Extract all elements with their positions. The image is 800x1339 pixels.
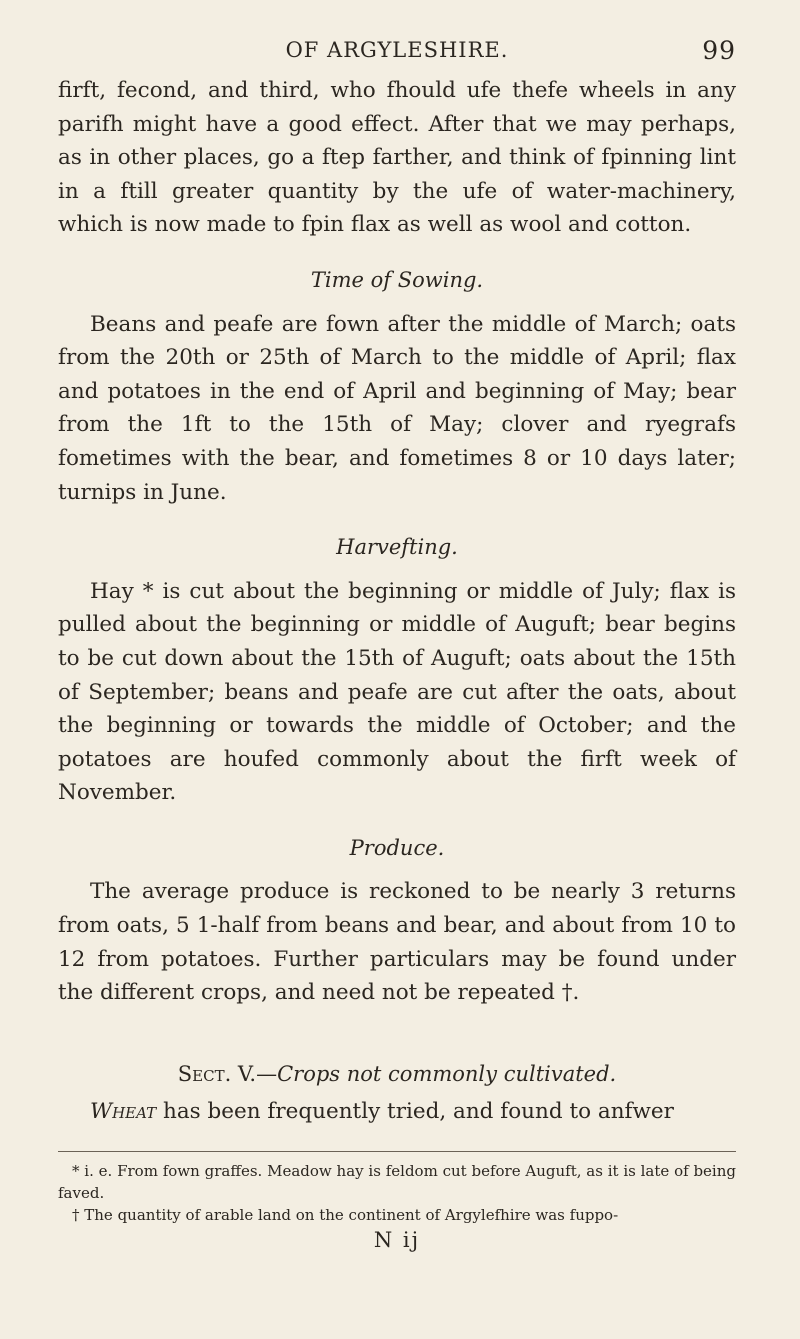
- footnote-rule: [58, 1151, 736, 1152]
- running-head-title: OF ARGYLESHIRE.: [285, 38, 509, 62]
- running-head: [58, 38, 736, 74]
- wheat-paragraph: [58, 1095, 736, 1129]
- printer-signature: N ij: [373, 1228, 421, 1253]
- body-text: [58, 74, 736, 1129]
- section-title: Crops not commonly cultivated.: [277, 1061, 617, 1086]
- wheat-text: has been frequently tried, and found to anfwer: [156, 1099, 674, 1125]
- produce-paragraph: The average produce is reckoned to be nearly 3 returns from oats, 5 1-half from beans and bear, and about from 10 to 12 from potatoes. Further particulars may be found under the different crops, and need not be repeated †.: [58, 879, 736, 1006]
- harvesting-paragraph: Hay * is cut about the beginning or middle of July; flax is pulled about the beginning or middle of Auguft; bear begins to be cut down about the 15th of Auguft; oats about the 15th of September; beans and peafe are cut after the oats, about the beginning or towards the middle of October; and the potatoes are houfed commonly about the firft week of November.: [58, 578, 736, 806]
- section-label: Sect. V.: [177, 1061, 257, 1086]
- section-dash: —: [256, 1061, 278, 1086]
- heading-harvesting: Harvefting.: [336, 535, 458, 560]
- footnotes: [58, 1160, 736, 1226]
- footnote-1: * i. e. From fown graffes. Meadow hay is feldom cut before Auguft, as it is late of being faved.: [58, 1162, 736, 1203]
- sowing-paragraph: Beans and peafe are fown after the middle of March; oats from the 20th or 25th of March to the middle of April; flax and potatoes in the end of April and beginning of May; bear from the 1ft to the 15th of May; clover and ryegrafs fometimes with the bear, and fometimes 8 or 10 days later; turnips in June.: [58, 311, 736, 505]
- page-number: 99: [702, 36, 736, 65]
- wheat-lead-word: Wheat: [90, 1099, 157, 1125]
- heading-produce: Produce.: [349, 835, 445, 860]
- footnote-2: † The quantity of arable land on the continent of Argylefhire was fuppo-: [72, 1206, 619, 1225]
- section-heading: [58, 1058, 736, 1092]
- intro-paragraph: firft, fecond, and third, who fhould ufe thefe wheels in any parifh might have a good effect. After that we may perhaps, as in other places, go a ftep farther, and think of fpinning lint in a ftill greater quantity by the ufe of water-machinery, which is now made to fpin flax as well as wool and cotton.: [58, 78, 736, 238]
- heading-time-of-sowing: Time of Sowing.: [310, 267, 484, 292]
